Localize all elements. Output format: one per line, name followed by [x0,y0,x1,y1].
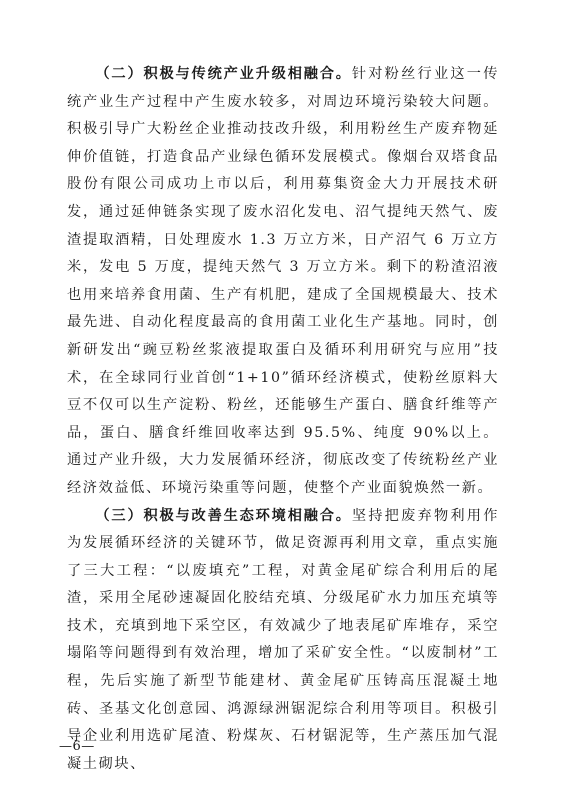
page-number: —6— [59,739,95,754]
section-heading-3: （三）积极与改善生态环境相融合。 [95,507,352,524]
section-heading-2: （二）积极与传统产业升级相融合。 [95,66,352,82]
document-page [67,61,499,778]
section-body-2: 针对粉丝行业这一传统产业生产过程中产生废水较多，对周边环境污染较大问题。积极引导广大粉丝企业推动技改升级，利用粉丝生产废弃物延伸价值链，打造食品产业绿色循环发展模式。像烟台双塔食品股份有限公司成功上市以后，利用募集资金大力开展技术研发，通过延伸链条实现了废水沼化发电、沼气提纯天然气、废渣提取酒精，日处理废水 1.3 万立方米，日产沼气 6 万立方米，发电 5 万度，提纯天然气 3 万立方米。剩下的粉渣沼液也用来培养食用菌、生产有机肥，建成了全国规模最大、技术最先进、自动化程度最高的食用菌工业化生产基地。同时，创新研发出“豌豆粉丝浆液提取蛋白及循环利用研究与应用”技术，在全球同行业首创“1+10”循环经济模式，使粉丝原料大豆不仅可以生产淀粉、粉丝，还能够生产蛋白、膳食纤维等产品，蛋白、膳食纤维回收率达到 95.5%、纯度 90%以上。通过产业升级，大力发展循环经济，彻底改变了传统粉丝产业经济效益低、环境污染重等问题，使整个产业面貌焕然一新。 [67,66,500,496]
paragraph-section-2 [67,61,499,503]
paragraph-section-3 [67,503,499,779]
section-body-3: 坚持把废弃物利用作为发展循环经济的关键环节，做足资源再利用文章，重点实施了三大工程：“以废填充”工程，对黄金尾矿综合利用后的尾渣，采用全尾砂速凝固化胶结充填、分级尾矿水力加压充填等技术，充填到地下采空区，有效减少了地表尾矿库堆存，采空塌陷等问题得到有效治理，增加了采矿安全性。“以废制材”工程，先后实施了新型节能建材、黄金尾矿压铸高压混凝土地砖、圣基文化创意园、鸿源绿洲锯泥综合利用等项目。积极引导企业利用选矿尾渣、粉煤灰、石材锯泥等，生产蒸压加气混凝土砌块、 [67,507,500,772]
